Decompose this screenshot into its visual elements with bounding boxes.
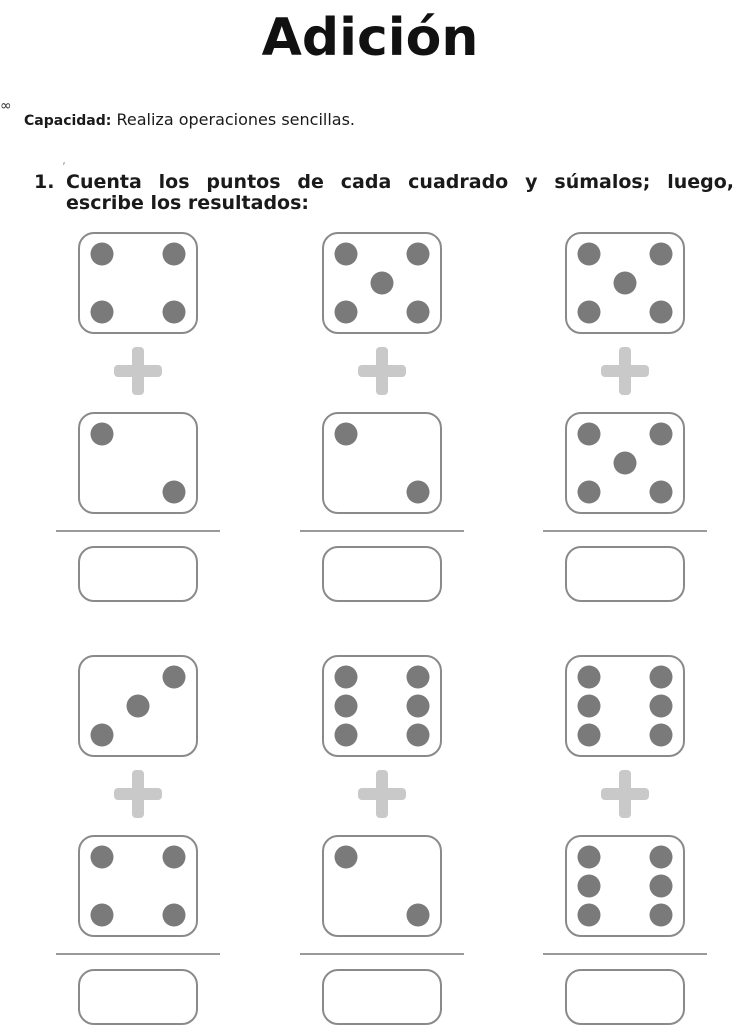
die-bottom [565, 412, 685, 514]
capacity-colon: : [105, 113, 112, 129]
die-dot [91, 846, 114, 869]
plus-icon [112, 768, 164, 820]
die-dot [650, 695, 673, 718]
die-dot [650, 243, 673, 266]
exercise-3 [543, 232, 713, 612]
die-pips [80, 837, 196, 935]
die-dot [407, 904, 430, 927]
die-dot [91, 301, 114, 324]
die-bottom [322, 835, 442, 937]
die-pips [80, 657, 196, 755]
exercise-1 [56, 232, 226, 612]
die-dot [407, 301, 430, 324]
die-pips [567, 414, 683, 512]
die-dot [407, 724, 430, 747]
answer-box[interactable] [565, 969, 685, 1025]
plus-icon [356, 768, 408, 820]
die-dot [650, 423, 673, 446]
die-dot [578, 481, 601, 504]
sum-line [56, 953, 220, 955]
decorative-squiggle-icon: ∞ [0, 98, 12, 114]
die-dot [650, 666, 673, 689]
instruction-number: 1. [34, 171, 55, 193]
die-dot [127, 695, 150, 718]
die-pips [80, 414, 196, 512]
die-dot [371, 272, 394, 295]
exercise-4 [56, 655, 226, 1035]
die-pips [324, 837, 440, 935]
sum-line [300, 953, 464, 955]
die-dot [578, 695, 601, 718]
die-dot [163, 481, 186, 504]
die-dot [91, 724, 114, 747]
die-dot [578, 724, 601, 747]
die-pips [567, 657, 683, 755]
die-pips [80, 234, 196, 332]
die-dot [407, 243, 430, 266]
sum-line [543, 953, 707, 955]
die-dot [407, 666, 430, 689]
sum-line [56, 530, 220, 532]
answer-box[interactable] [78, 969, 198, 1025]
exercise-2 [300, 232, 470, 612]
die-dot [650, 846, 673, 869]
instruction-text: Cuenta los puntos de cada cuadrado y súmalos; luego, escribe los resultados: [66, 171, 734, 214]
die-dot [91, 423, 114, 446]
die-pips [324, 234, 440, 332]
pencil-tick-icon: ʼ [62, 160, 66, 174]
die-dot [614, 272, 637, 295]
capacity-text: Realiza operaciones sencillas. [116, 110, 355, 129]
die-dot [650, 481, 673, 504]
die-pips [324, 414, 440, 512]
die-dot [91, 243, 114, 266]
die-top [565, 232, 685, 334]
die-dot [335, 301, 358, 324]
answer-box[interactable] [78, 546, 198, 602]
answer-box[interactable] [322, 969, 442, 1025]
die-bottom [78, 412, 198, 514]
die-dot [578, 243, 601, 266]
die-dot [650, 301, 673, 324]
die-dot [335, 423, 358, 446]
plus-icon [112, 345, 164, 397]
die-dot [578, 666, 601, 689]
capacity-label: Capacidad [24, 113, 106, 129]
die-dot [650, 904, 673, 927]
die-dot [650, 724, 673, 747]
die-bottom [565, 835, 685, 937]
die-dot [578, 875, 601, 898]
die-dot [578, 904, 601, 927]
die-top [322, 232, 442, 334]
answer-box[interactable] [565, 546, 685, 602]
instruction [34, 172, 734, 214]
die-pips [567, 234, 683, 332]
die-dot [335, 695, 358, 718]
die-bottom [78, 835, 198, 937]
die-dot [614, 452, 637, 475]
die-dot [163, 904, 186, 927]
die-dot [335, 666, 358, 689]
capacity-line [24, 110, 355, 129]
plus-icon [599, 768, 651, 820]
die-top [78, 655, 198, 757]
die-dot [335, 243, 358, 266]
die-top [565, 655, 685, 757]
die-dot [578, 846, 601, 869]
die-dot [163, 301, 186, 324]
sum-line [300, 530, 464, 532]
die-pips [324, 657, 440, 755]
die-dot [407, 695, 430, 718]
die-dot [163, 846, 186, 869]
die-dot [650, 875, 673, 898]
answer-box[interactable] [322, 546, 442, 602]
die-dot [163, 243, 186, 266]
die-dot [163, 666, 186, 689]
die-dot [335, 724, 358, 747]
plus-icon [599, 345, 651, 397]
die-top [78, 232, 198, 334]
die-pips [567, 837, 683, 935]
die-bottom [322, 412, 442, 514]
die-dot [91, 904, 114, 927]
exercise-5 [300, 655, 470, 1035]
plus-icon [356, 345, 408, 397]
exercise-6 [543, 655, 713, 1035]
die-dot [578, 423, 601, 446]
page-title: Adición [261, 8, 479, 68]
die-dot [578, 301, 601, 324]
die-dot [407, 481, 430, 504]
sum-line [543, 530, 707, 532]
die-top [322, 655, 442, 757]
die-dot [335, 846, 358, 869]
